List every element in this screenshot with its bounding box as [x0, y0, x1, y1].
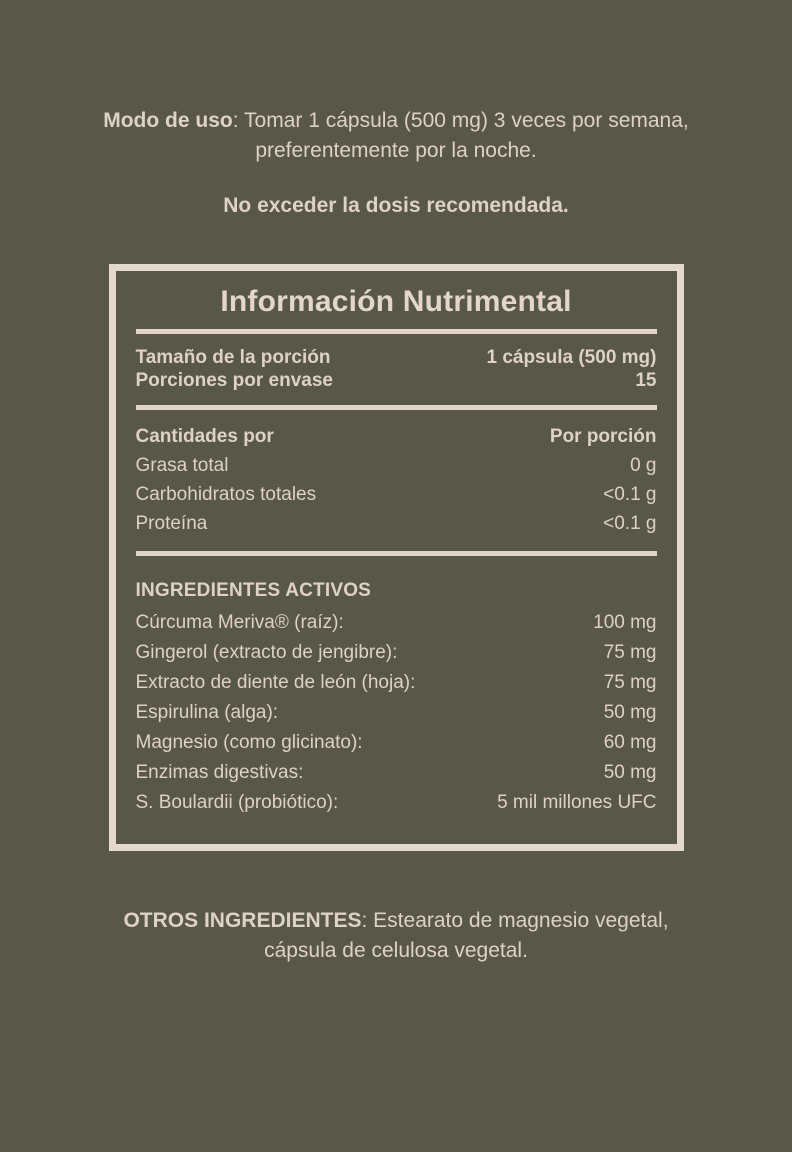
ingredient-row-espirulina	[136, 698, 657, 728]
servings-per-container-value: 15	[635, 370, 657, 391]
fat-row	[136, 451, 657, 480]
usage-instructions	[86, 106, 706, 166]
ingredient-value: 50 mg	[603, 702, 657, 723]
ingredient-label: Magnesio (como glicinato):	[135, 732, 363, 753]
divider-under-amounts	[136, 551, 657, 556]
ingredient-value: 5 mil millones UFC	[497, 792, 657, 813]
serving-size-label: Tamaño de la porción	[135, 347, 331, 368]
protein-row	[136, 509, 657, 538]
carbs-label: Carbohidratos totales	[135, 484, 317, 505]
ingredient-value: 50 mg	[603, 762, 657, 783]
nutrition-facts-panel	[109, 264, 684, 851]
ingredient-label: Espirulina (alga):	[135, 702, 279, 723]
servings-per-container-label: Porciones por envase	[135, 370, 333, 391]
ingredient-value: 60 mg	[603, 732, 657, 753]
amounts-section	[136, 422, 657, 538]
carbs-value: <0.1 g	[603, 484, 657, 505]
protein-label: Proteína	[135, 513, 208, 534]
divider-under-serving	[136, 405, 657, 410]
divider-under-title	[136, 329, 657, 334]
ingredient-row-boulardii	[136, 788, 657, 818]
amounts-header-value: Por porción	[549, 426, 657, 447]
supplement-label	[0, 106, 792, 966]
ingredient-label: Extracto de diente de león (hoja):	[135, 672, 416, 693]
ingredient-row-gingerol	[136, 638, 657, 668]
fat-label: Grasa total	[135, 455, 229, 476]
active-ingredients-header: INGREDIENTES ACTIVOS	[135, 580, 372, 601]
serving-size-row	[136, 346, 657, 369]
active-ingredients-section	[136, 579, 657, 818]
other-ingredients-label: OTROS INGREDIENTES	[123, 909, 362, 932]
ingredient-label: Cúrcuma Meriva® (raíz):	[135, 612, 344, 633]
ingredient-value: 75 mg	[603, 642, 657, 663]
ingredient-label: Gingerol (extracto de jengibre):	[135, 642, 398, 663]
ingredient-label: S. Boulardii (probiótico):	[135, 792, 339, 813]
other-ingredients-text: : Estearato de magnesio vegetal, cápsula de celulosa vegetal.	[264, 909, 669, 962]
ingredient-value: 100 mg	[593, 612, 657, 633]
protein-value: <0.1 g	[603, 513, 657, 534]
other-ingredients	[116, 906, 676, 966]
ingredient-row-magnesio	[136, 728, 657, 758]
usage-text: : Tomar 1 cápsula (500 mg) 3 veces por semana, preferentemente por la noche.	[232, 109, 689, 162]
carbs-row	[136, 480, 657, 509]
ingredient-row-enzimas	[136, 758, 657, 788]
usage-label: Modo de uso	[103, 109, 233, 132]
serving-section	[136, 346, 657, 392]
ingredient-value: 75 mg	[603, 672, 657, 693]
serving-size-value: 1 cápsula (500 mg)	[486, 347, 657, 368]
ingredient-row-diente-de-leon	[136, 668, 657, 698]
panel-title: Información Nutrimental	[220, 285, 572, 318]
ingredient-label: Enzimas digestivas:	[135, 762, 304, 783]
amounts-header-label: Cantidades por	[135, 426, 274, 447]
dosage-warning: No exceder la dosis recomendada.	[223, 194, 569, 217]
ingredient-row-curcuma	[136, 608, 657, 638]
amounts-header-row	[136, 422, 657, 451]
servings-per-container-row	[136, 369, 657, 392]
fat-value: 0 g	[630, 455, 657, 476]
